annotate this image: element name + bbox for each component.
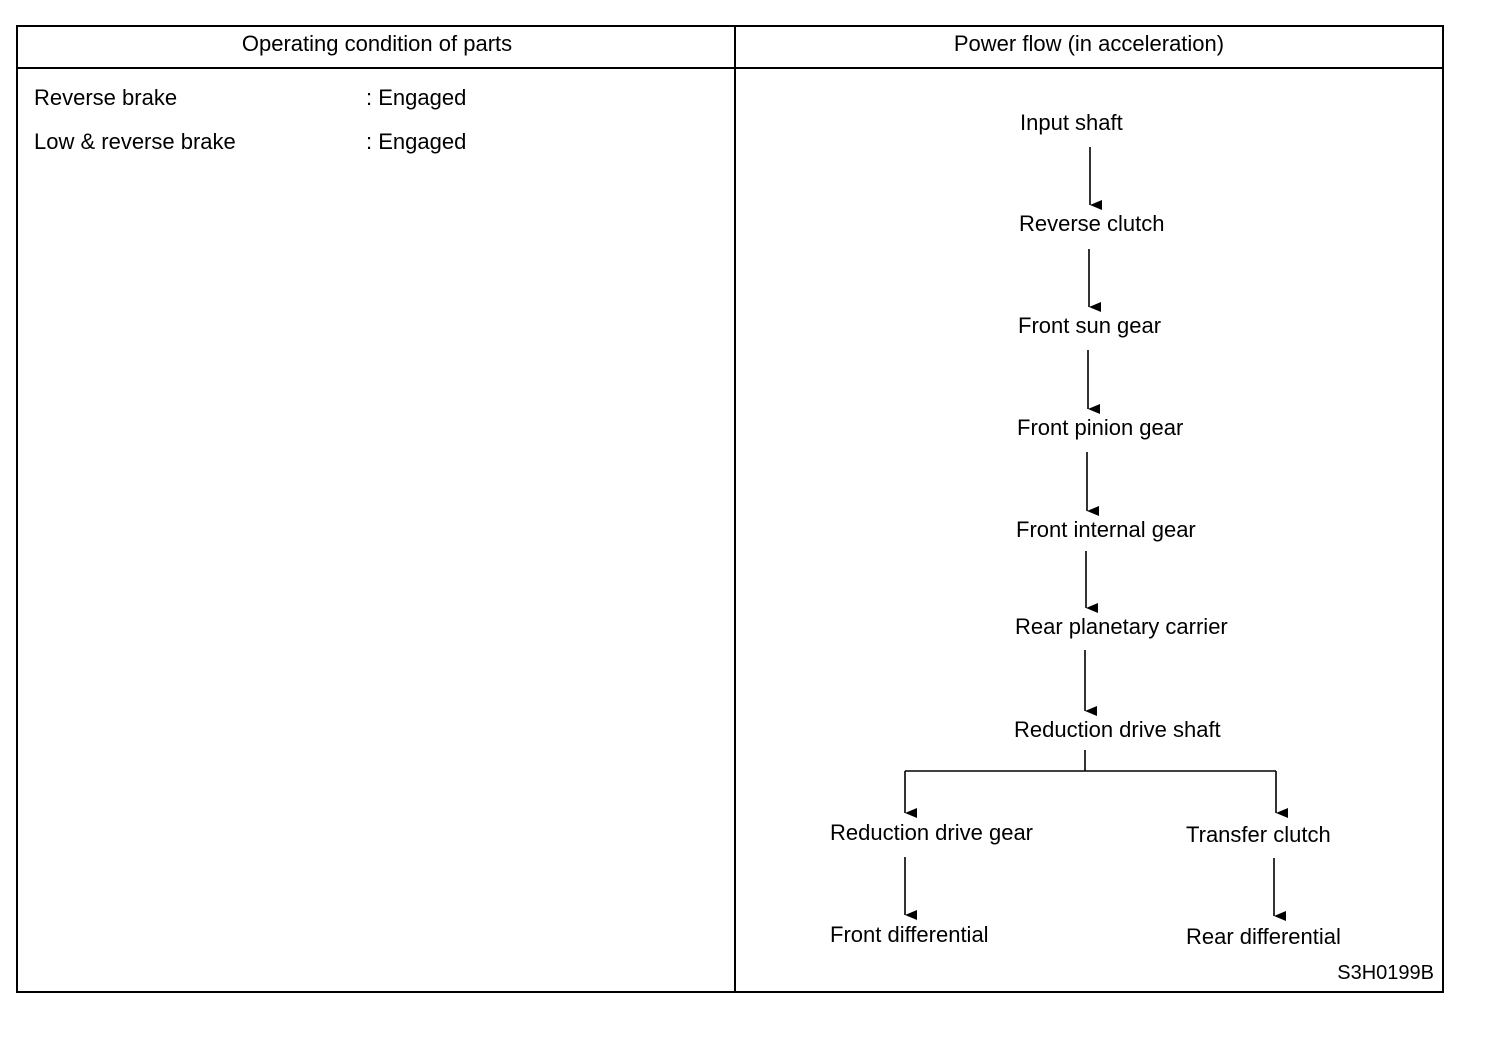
- flow-node-front-internal-gear: Front internal gear: [1016, 517, 1196, 542]
- flow-node-reverse-clutch: Reverse clutch: [1019, 211, 1165, 236]
- header-operating-condition: Operating condition of parts: [18, 27, 736, 69]
- flow-node-input-shaft: Input shaft: [1020, 110, 1123, 135]
- figure-id: S3H0199B: [1337, 962, 1434, 984]
- header-power-flow: Power flow (in acceleration): [736, 27, 1442, 69]
- flow-node-front-sun-gear: Front sun gear: [1018, 313, 1162, 338]
- condition-part: Low & reverse brake: [34, 129, 236, 154]
- flow-node-front-pinion-gear: Front pinion gear: [1017, 415, 1184, 440]
- flow-node-rear-planetary-carrier: Rear planetary carrier: [1015, 614, 1228, 639]
- flow-node-transfer-clutch: Transfer clutch: [1186, 822, 1331, 847]
- condition-state: : Engaged: [366, 129, 467, 154]
- flow-node-reduction-drive-gear: Reduction drive gear: [830, 820, 1034, 845]
- condition-state: : Engaged: [366, 85, 467, 110]
- condition-part: Reverse brake: [34, 85, 178, 110]
- flow-node-front-differential: Front differential: [830, 922, 989, 947]
- flow-node-rear-differential: Rear differential: [1186, 924, 1341, 949]
- flow-node-reduction-drive-shaft: Reduction drive shaft: [1014, 717, 1221, 742]
